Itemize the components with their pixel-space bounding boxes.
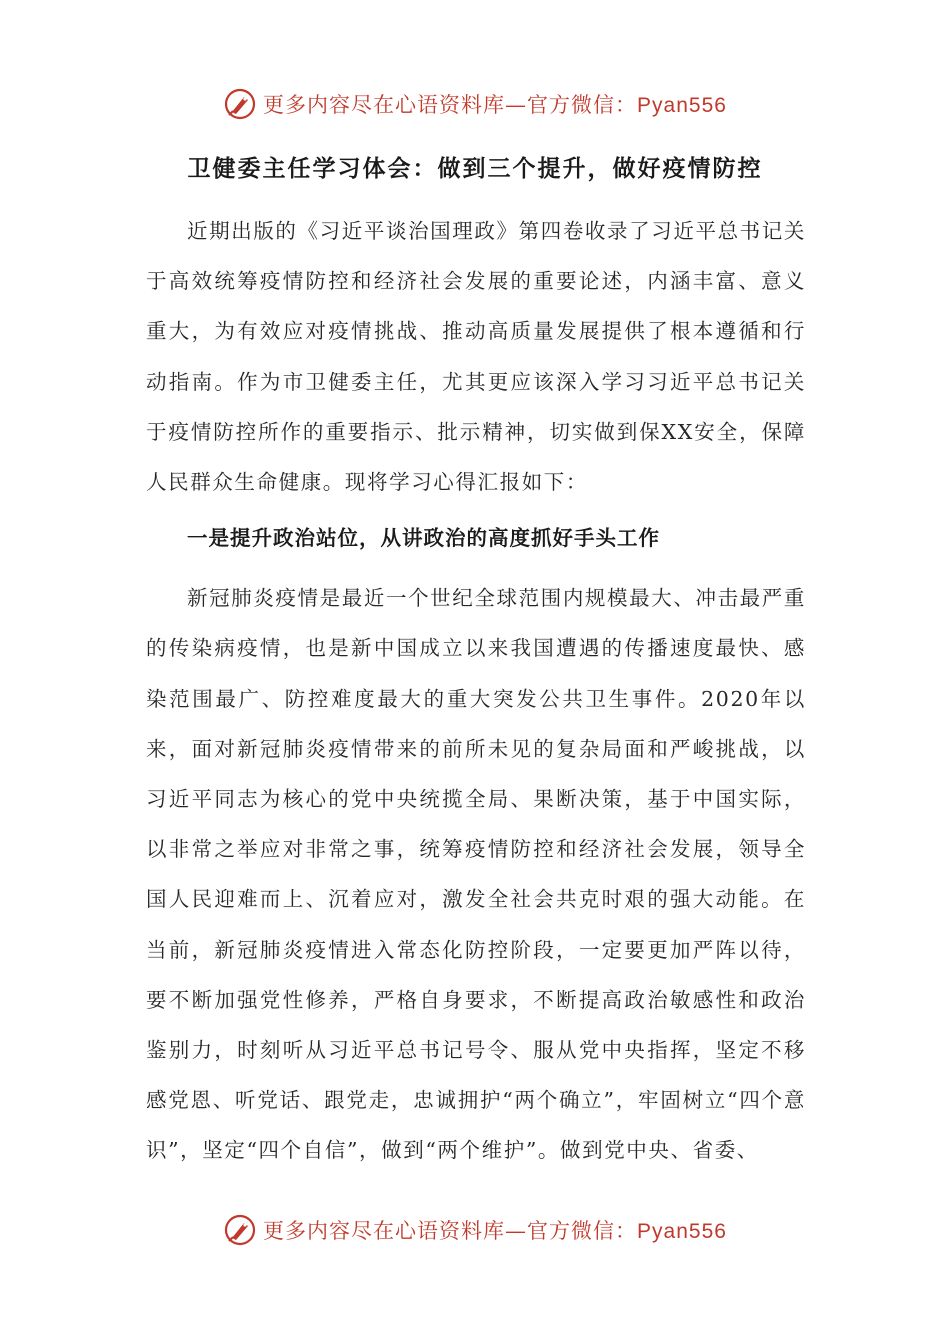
watermark-banner-top (0, 84, 950, 124)
section-heading: 一是提升政治站位，从讲政治的高度抓好手头工作 (187, 526, 660, 551)
pen-nib-logo-icon (223, 87, 257, 121)
watermark-label: 更多内容尽在心语资料库—官方微信： (263, 93, 638, 117)
wechat-id: Pyan556 (637, 94, 727, 117)
watermark-text (263, 89, 727, 119)
watermark-text (263, 1215, 727, 1245)
wechat-id: Pyan556 (637, 1220, 727, 1243)
intro-paragraph: 近期出版的《习近平谈治国理政》第四卷收录了习近平总书记关于高效统筹疫情防控和经济社会发展的重要论述，内涵丰富、意义重大，为有效应对疫情挑战、推动高质量发展提供了根本遵循和行动指南。作为市卫健委主任，尤其更应该深入学习习近平总书记关于疫情防控所作的重要指示、批示精神，切实做到保XX安全，保障人民群众生命健康。现将学习心得汇报如下： (146, 219, 806, 495)
watermark-banner-bottom (0, 1210, 950, 1250)
section-paragraph: 新冠肺炎疫情是最近一个世纪全球范围内规模最大、冲击最严重的传染病疫情，也是新中国成立以来我国遭遇的传播速度最快、感染范围最广、防控难度最大的重大突发公共卫生事件。2020年以来，面对新冠肺炎疫情带来的前所未见的复杂局面和严峻挑战，以习近平同志为核心的党中央统揽全局、果断决策，基于中国实际，以非常之举应对非常之事，统筹疫情防控和经济社会发展，领导全国人民迎难而上、沉着应对，激发全社会共克时艰的强大动能。在当前，新冠肺炎疫情进入常态化防控阶段，一定要更加严阵以待，要不断加强党性修养，严格自身要求，不断提高政治敏感性和政治鉴别力，时刻听从习近平总书记号令、服从党中央指挥，坚定不移感党恩、听党话、跟党走，忠诚拥护“两个确立”，牢固树立“四个意识”，坚定“四个自信”，做到“两个维护”。做到党中央、省委、 (146, 586, 806, 1163)
document-title: 卫健委主任学习体会：做到三个提升，做好疫情防控 (187, 155, 763, 182)
document-body (146, 206, 806, 1182)
pen-nib-logo-icon (223, 1213, 257, 1247)
watermark-label: 更多内容尽在心语资料库—官方微信： (263, 1219, 638, 1243)
